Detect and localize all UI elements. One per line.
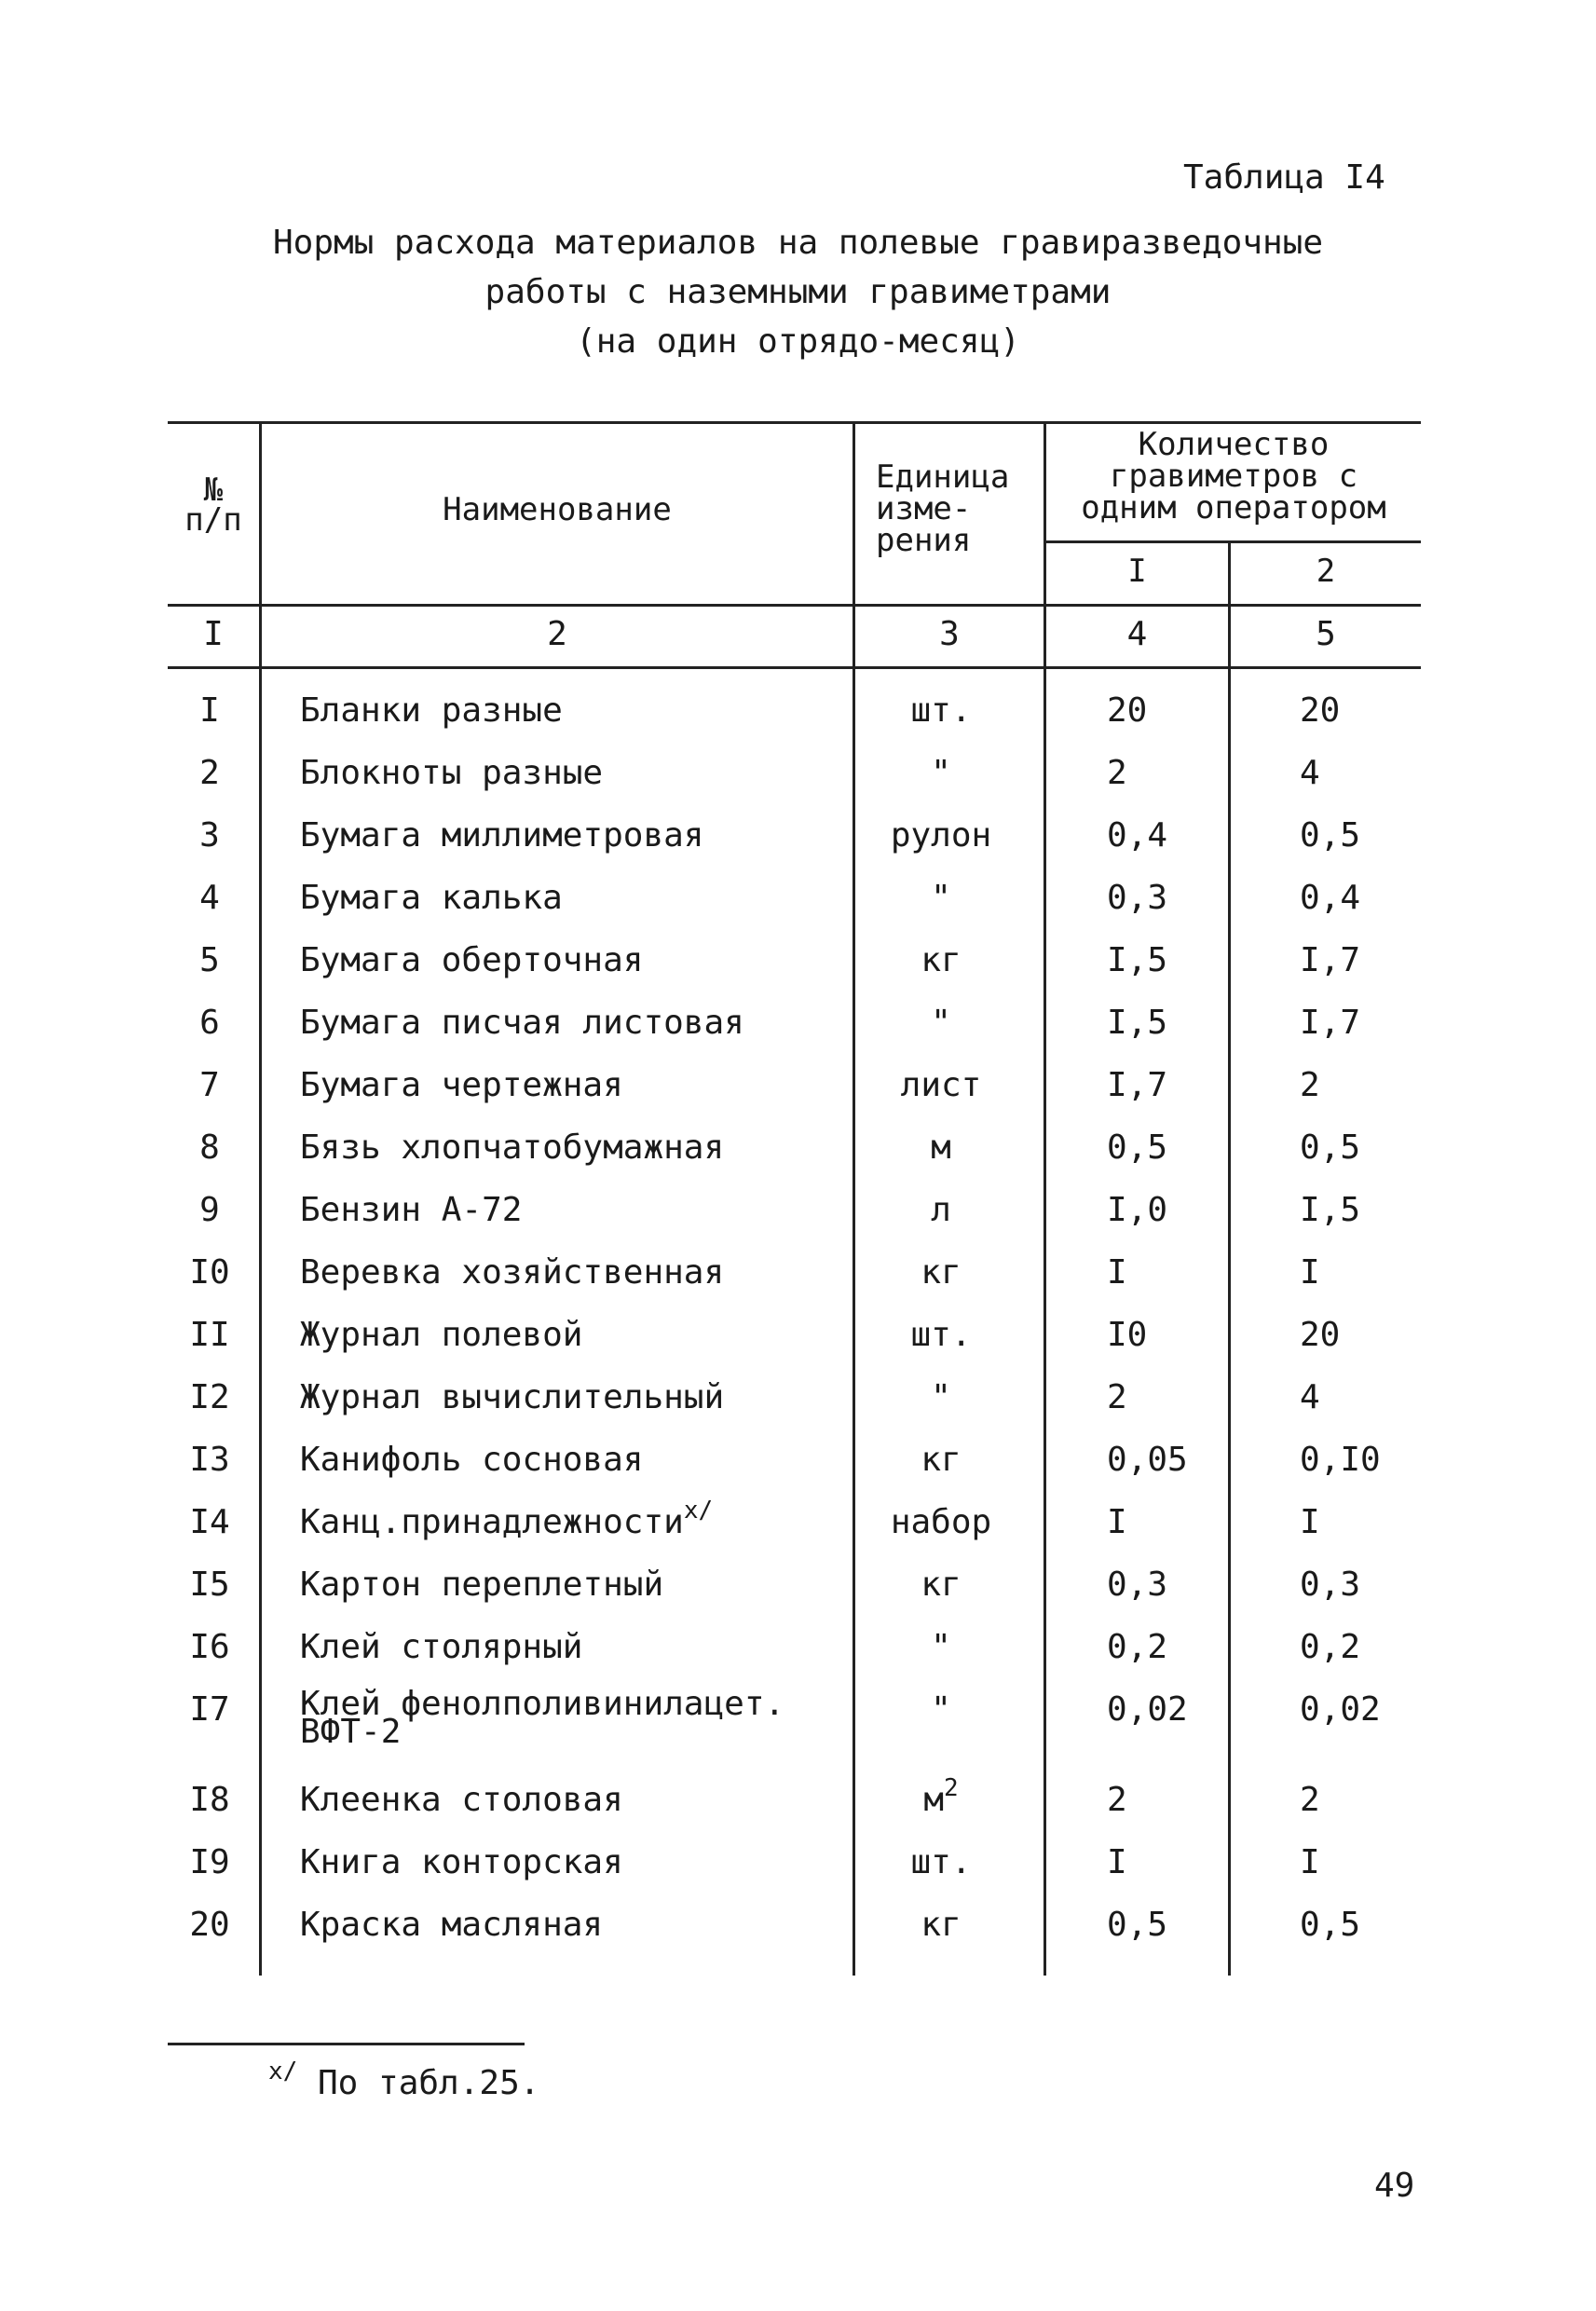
header-name: Наименование [443,491,672,528]
row-qty-1: I0 [1107,1316,1148,1354]
row-name-text: Бумага чертежная [300,1066,623,1104]
row-name [300,1906,603,1944]
row-name [300,1628,582,1666]
row-qty-1: 2 [1107,1378,1127,1416]
table-label: Таблица I4 [1183,158,1385,197]
row-qty-1: I,0 [1107,1191,1168,1229]
row-qty-2: I [1300,1253,1320,1292]
row-unit-text: л [931,1191,951,1229]
row-qty-1: 0,2 [1107,1628,1168,1666]
row-unit-text: рулон [890,816,992,855]
row-qty-2: 0,2 [1300,1628,1361,1666]
row-qty-1: I,7 [1107,1066,1168,1104]
row-unit-superscript: 2 [944,1774,959,1802]
row-unit [862,1316,1020,1354]
row-number: II [189,1316,230,1354]
title-line-2: работы с наземными гравиметрами [484,273,1112,311]
row-name-second-line: ВФТ-2 [300,1713,402,1751]
colnum-4: 4 [1126,615,1148,653]
title-line-1: Нормы расхода материалов на полевые гравиразведочные [272,224,1324,262]
row-unit-text: м [923,1781,945,1819]
row-name-text: Бязь хлопчатобумажная [300,1128,725,1167]
row-unit [862,691,1020,730]
row-unit-text: кг [921,1906,962,1944]
row-number: 8 [199,1128,220,1167]
footnote-text: По табл.25. [318,2064,540,2102]
row-qty-2: I,7 [1300,941,1361,979]
header-unit: Единица изме- рения [876,458,1010,559]
col-divider-1 [259,421,262,1976]
table-top-rule [168,421,1421,424]
row-unit [862,879,1020,917]
row-number: I0 [189,1253,230,1292]
row-unit [862,754,1020,792]
row-name [300,1781,623,1819]
row-name-footnote-mark: x/ [683,1497,714,1525]
footnote-mark: x/ [268,2058,298,2085]
row-qty-2: 0,4 [1300,879,1361,917]
row-name [300,1191,522,1229]
row-qty-2: 0,02 [1300,1690,1381,1729]
header-qty: Количество гравиметров с одним оператором [1081,426,1386,526]
row-qty-2: I,5 [1300,1191,1361,1229]
row-name-text: Журнал полевой [300,1316,583,1354]
page-number: 49 [1374,2167,1415,2205]
row-number: I5 [189,1566,230,1604]
row-name [300,1316,582,1354]
header-num: № п/п [184,472,242,539]
row-unit-text: шт. [910,1843,972,1881]
row-number: I3 [189,1441,230,1479]
row-unit [862,1566,1020,1604]
col-divider-4 [1228,542,1231,1976]
row-unit-text: набор [890,1503,992,1541]
row-qty-2: 20 [1300,1316,1341,1354]
row-unit [862,1128,1020,1167]
row-name [300,1066,623,1104]
row-unit [862,1004,1020,1042]
row-qty-1: I [1107,1503,1127,1541]
row-number: I [199,691,220,730]
row-unit [862,1628,1020,1666]
row-unit [862,1191,1020,1229]
row-name [300,1253,724,1292]
row-unit [862,816,1020,855]
row-name [300,1004,744,1042]
row-name-text: Клей фенолполивинилацет. [300,1685,785,1723]
row-unit [862,941,1020,979]
row-unit [862,1253,1020,1292]
row-unit-text: кг [921,1253,962,1292]
row-name-text: Клеенка столовая [300,1781,623,1819]
row-name [300,1497,714,1541]
row-qty-2: 0,5 [1300,1906,1361,1944]
row-qty-2: 2 [1300,1781,1320,1819]
row-name-text: Журнал вычислительный [300,1378,725,1416]
row-unit-text: " [931,879,951,917]
row-name [300,941,643,979]
row-name-text: Блокноты разные [300,754,604,792]
col-divider-2 [853,421,855,1976]
row-number: 2 [199,754,220,792]
row-number: I7 [189,1690,230,1729]
row-unit [862,1774,1020,1819]
row-name [300,1378,724,1416]
row-qty-1: 0,5 [1107,1906,1168,1944]
row-name-text: Бумага калька [300,879,563,917]
row-qty-2: 4 [1300,1378,1320,1416]
row-qty-1: 0,3 [1107,1566,1168,1604]
row-unit-text: кг [921,1441,962,1479]
row-qty-1: 0,4 [1107,816,1168,855]
row-name-text: Краска масляная [300,1906,604,1944]
row-qty-1: I,5 [1107,1004,1168,1042]
row-qty-2: 0,5 [1300,816,1361,855]
row-number: I4 [189,1503,230,1541]
row-number: I2 [189,1378,230,1416]
row-unit [862,1378,1020,1416]
row-qty-1: 0,05 [1107,1441,1188,1479]
row-qty-2: I,7 [1300,1004,1361,1042]
footnote [268,2058,540,2102]
row-name [300,1843,623,1881]
row-qty-2: I [1300,1503,1320,1541]
row-number: 20 [189,1906,230,1944]
row-unit-text: " [931,754,951,792]
row-unit [862,1843,1020,1881]
header-qty-sub-2: 2 [1316,553,1336,590]
row-unit-text: " [931,1378,951,1416]
row-name-text: Бумага писчая листовая [300,1004,744,1042]
row-unit [862,1066,1020,1104]
row-name-text: Веревка хозяйственная [300,1253,725,1292]
row-name-text: Бланки разные [300,691,563,730]
row-name [300,879,563,917]
row-unit-text: кг [921,1566,962,1604]
row-qty-2: I [1300,1843,1320,1881]
row-name-text: Книга конторская [300,1843,623,1881]
row-qty-2: 0,I0 [1300,1441,1381,1479]
row-qty-1: I [1107,1843,1127,1881]
row-unit [862,1503,1020,1541]
row-number: 6 [199,1004,220,1042]
row-qty-1: 0,02 [1107,1690,1188,1729]
row-unit-text: " [931,1004,951,1042]
row-name [300,816,703,855]
row-qty-1: 0,3 [1107,879,1168,917]
colnum-bottom-rule [168,666,1421,669]
row-name-text: Картон переплетный [300,1566,664,1604]
row-unit-text: м [931,1128,951,1167]
row-qty-1: 20 [1107,691,1148,730]
row-name-text: Канифоль сосновая [300,1441,644,1479]
row-qty-2: 0,5 [1300,1128,1361,1167]
row-qty-1: I,5 [1107,941,1168,979]
row-qty-1: 0,5 [1107,1128,1168,1167]
colnum-2: 2 [547,615,567,653]
header-bottom-rule [168,604,1421,607]
row-unit-text: шт. [910,1316,972,1354]
row-name [300,1566,663,1604]
title-line-3: (на один отрядо-месяц) [576,322,1020,361]
footnote-rule [168,2043,525,2045]
row-qty-2: 2 [1300,1066,1320,1104]
row-name [300,1685,785,1751]
row-number: I9 [189,1843,230,1881]
row-name [300,1128,724,1167]
row-number: 5 [199,941,220,979]
colnum-5: 5 [1316,615,1336,653]
row-name-text: Клей столярный [300,1628,583,1666]
row-name [300,691,563,730]
row-unit-text: кг [921,941,962,979]
row-number: 7 [199,1066,220,1104]
row-unit-text: шт. [910,691,972,730]
row-qty-1: I [1107,1253,1127,1292]
row-number: 9 [199,1191,220,1229]
row-name-text: Бензин А-72 [300,1191,523,1229]
row-qty-1: 2 [1107,1781,1127,1819]
row-unit-text: " [931,1628,951,1666]
row-name-text: Бумага миллиметровая [300,816,704,855]
row-name [300,754,603,792]
row-number: 3 [199,816,220,855]
row-qty-2: 4 [1300,754,1320,792]
col-divider-3 [1044,421,1046,1976]
row-qty-2: 0,3 [1300,1566,1361,1604]
colnum-1: I [203,615,224,653]
row-unit-text: лист [900,1066,982,1104]
row-number: I6 [189,1628,230,1666]
row-unit [862,1906,1020,1944]
row-number: I8 [189,1781,230,1819]
header-qty-sub-1: I [1127,553,1147,590]
row-unit-text: " [931,1690,951,1729]
row-number: 4 [199,879,220,917]
row-unit [862,1690,1020,1729]
row-unit [862,1441,1020,1479]
qty-sub-rule [1046,540,1421,543]
row-name [300,1441,643,1479]
colnum-3: 3 [939,615,960,653]
row-qty-1: 2 [1107,754,1127,792]
row-qty-2: 20 [1300,691,1341,730]
row-name-text: Бумага оберточная [300,941,644,979]
row-name-text: Канц.принадлежности [300,1503,684,1541]
